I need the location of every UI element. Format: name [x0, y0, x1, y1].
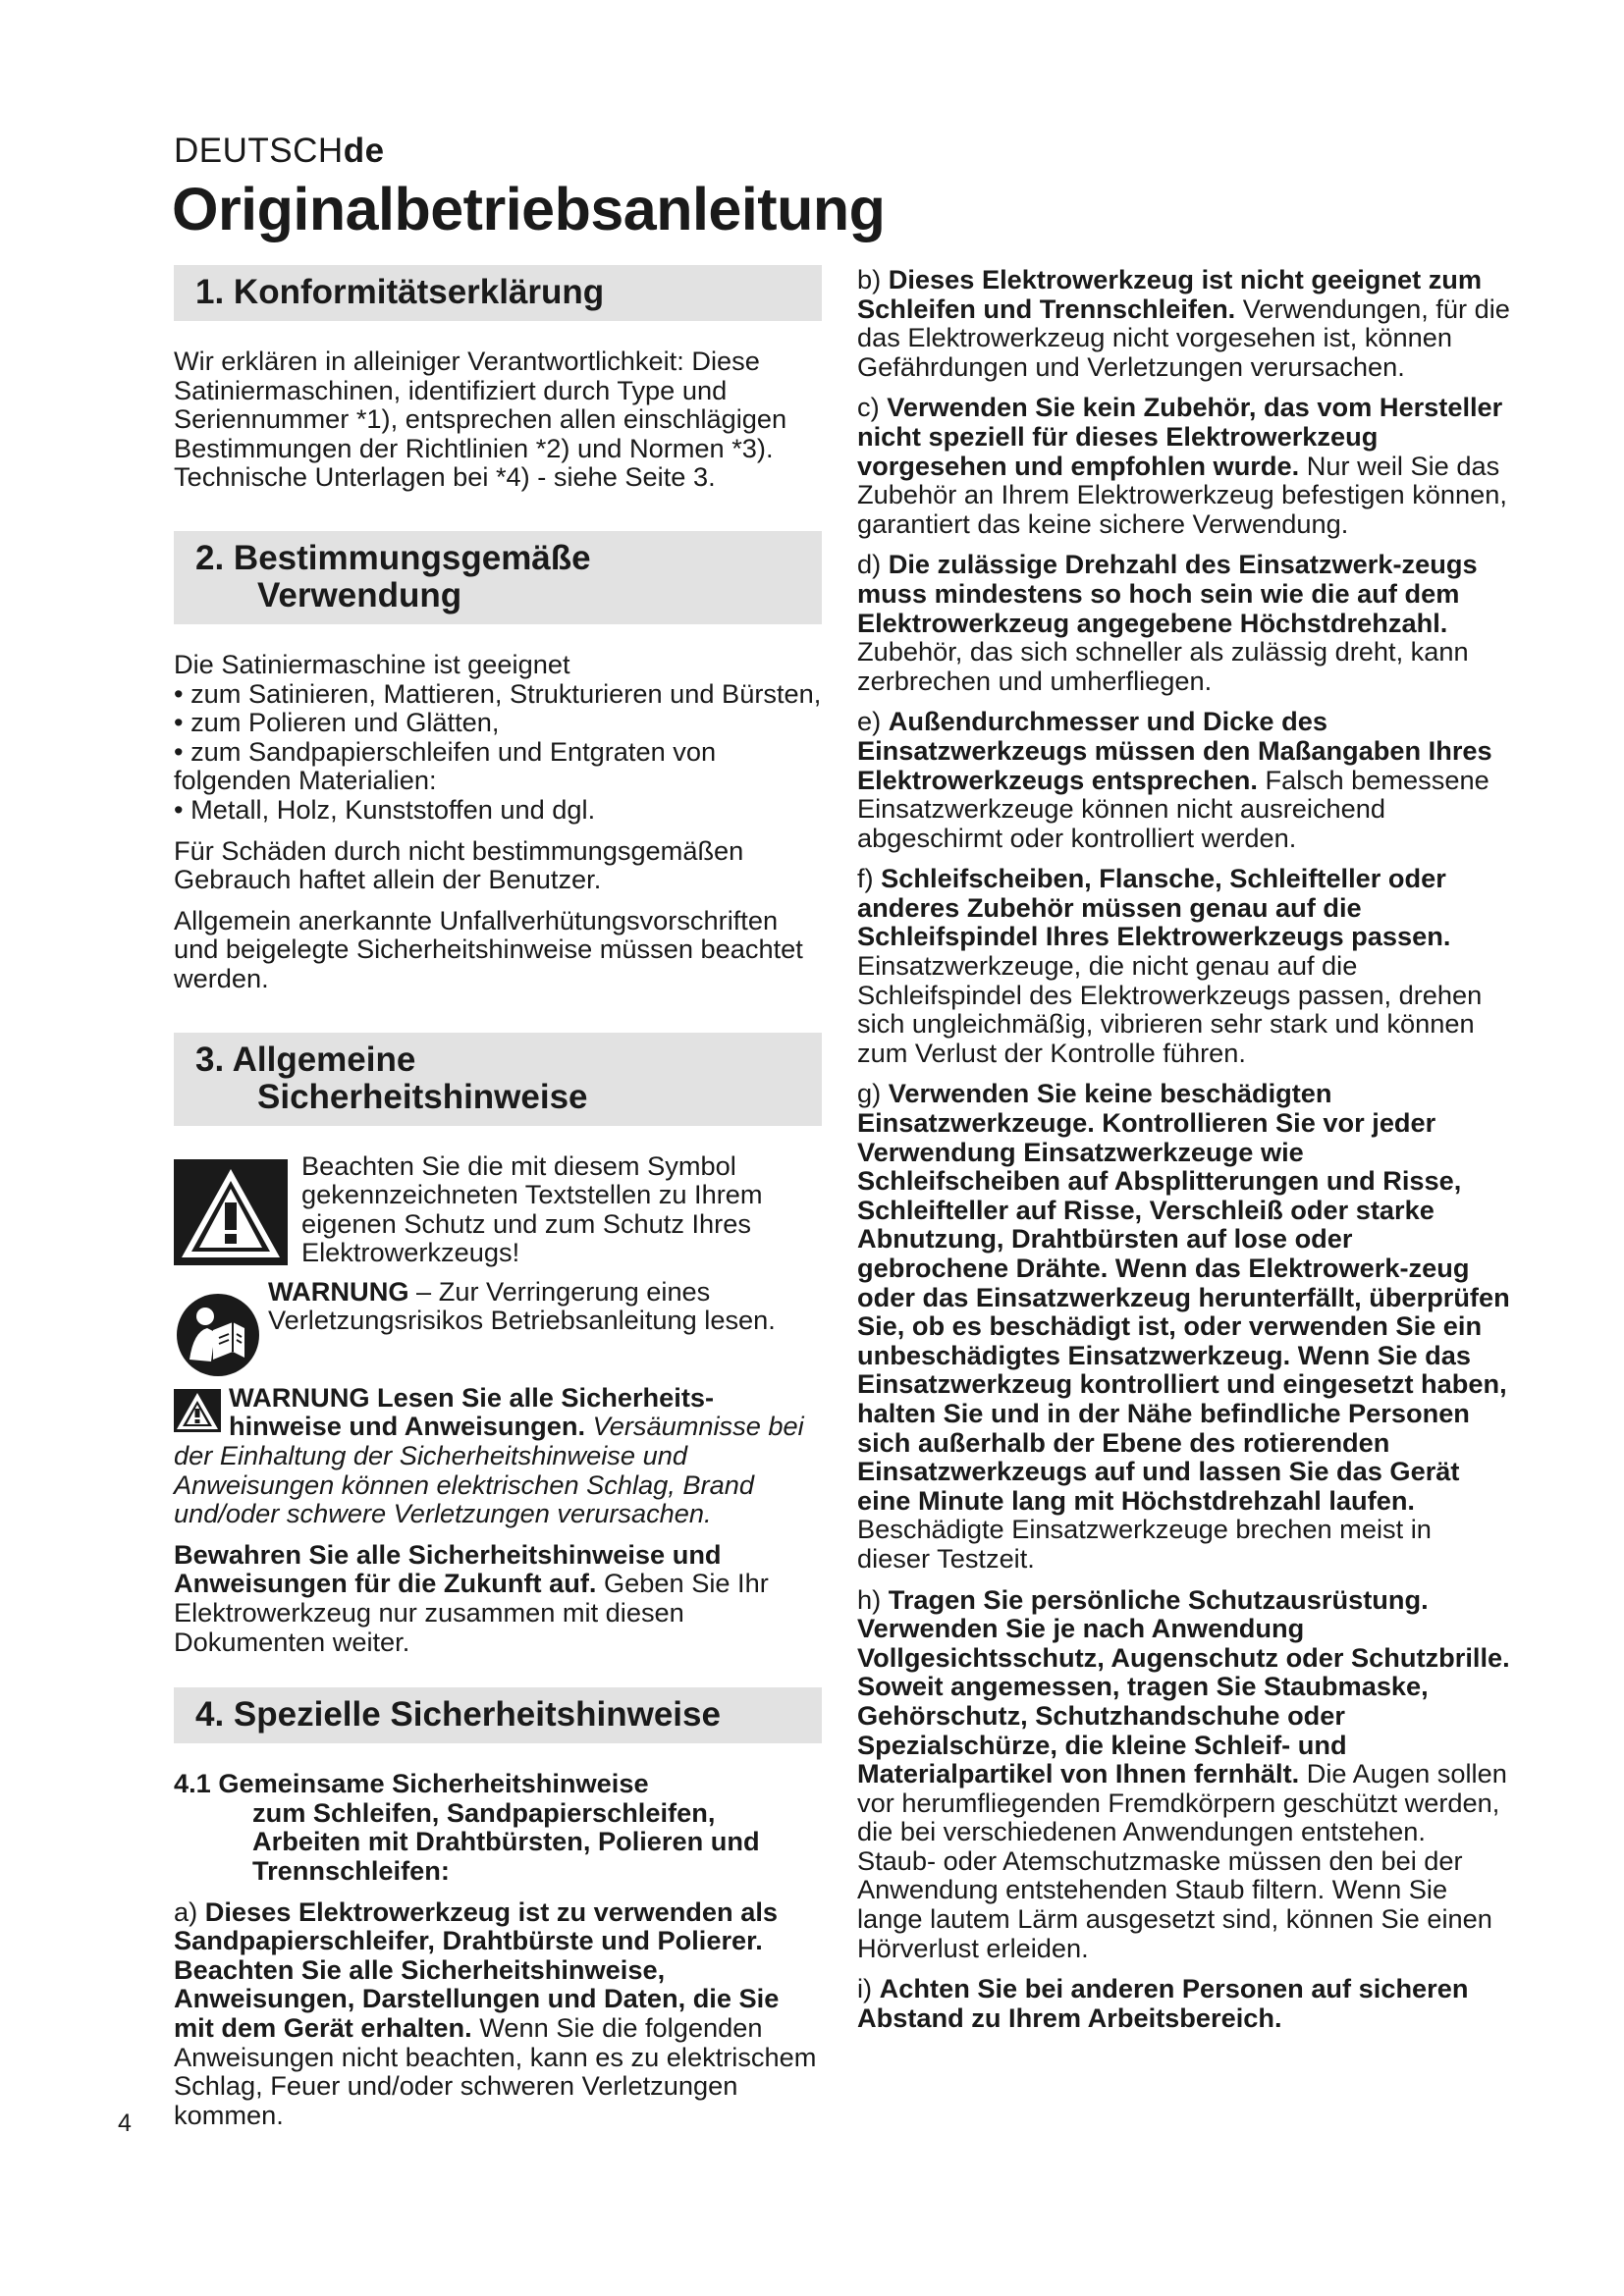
read-manual-block [174, 1277, 822, 1362]
section-heading-3: 3. Allgemeine Sicherheitshinweise [174, 1033, 822, 1126]
subsection-heading-4-1: 4.1 Gemeinsame Sicherheitshinweise zum Schleifen, Sandpapierschleifen, Arbeiten mit Drahtbürsten, Polieren und Trennschleifen: [174, 1768, 760, 1886]
page-title: Originalbetriebsanleitung [172, 176, 886, 242]
usage-bullet: • zum Satinieren, Mattieren, Strukturieren und Bürsten, [174, 677, 822, 709]
usage-bullet: • zum Polieren und Glätten, [174, 707, 500, 738]
section-heading-2: 2. Bestimmungsgemäße Verwendung [174, 531, 822, 624]
read-manual-text: WARNUNG – Zur Verringerung eines Verletzungsrisikos Betriebsanleitung lesen. [268, 1275, 776, 1336]
section-heading-4: 4. Spezielle Sicherheitshinweise [174, 1687, 822, 1743]
liability-text: Für Schäden durch nicht bestimmungsgemäßen Gebrauch haftet allein der Benutzer. [174, 834, 744, 895]
language-code: de [343, 132, 385, 170]
section-heading-1: 1. Konformitätserklärung [174, 265, 822, 321]
symbol-note-text: Beachten Sie die mit diesem Symbol gekennzeichneten Textstellen zu Ihrem eigenen Schutz und zum Schutz Ihres Elektrowerkzeugs! [301, 1149, 763, 1268]
page-number: 4 [118, 2109, 132, 2137]
instruction-f: f) Schleifscheiben, Flansche, Schleifteller oder anderes Zubehör müssen genau auf die Schleifspindel Ihres Elektrowerkzeugs passen. Einsatzwerkzeuge, die nicht genau auf die Schleifspindel des Elektrowerkzeugs passen, drehen sich ungleichmäßig, vibrieren sehr stark und können zum Verlust der Kontrolle führen. [857, 863, 1483, 1068]
regulations-text: Allgemein anerkannte Unfallverhütungsvorschriften und beigelegte Sicherheitshinweise müssen beachtet werden. [174, 904, 803, 993]
usage-list [174, 650, 822, 825]
keep-instructions: Bewahren Sie alle Sicherheitshinweise und Anweisungen für die Zukunft auf. Geben Sie Ihr Elektrowerkzeug nur zusammen mit diesen Dokumenten weiter. [174, 1538, 769, 1657]
usage-bullet: • Metall, Holz, Kunststoffen und dgl. [174, 793, 596, 825]
instruction-h: h) Tragen Sie persönliche Schutzausrüstung. Verwenden Sie je nach Anwendung Vollgesichtsschutz, Augenschutz oder Schutzbrille. Soweit angemessen, tragen Sie Staubmaske, Gehörschutz, Schutzhandschuhe oder Spezialschürze, die kleine Schleif- und Materialpartikel von Ihnen fernhält. Die Augen sollen vor herumfliegenden Fremdkörpern geschützt werden, die bei verschiedenen Anwendungen entstehen. Staub- oder Atemschutzmaske müssen den bei der Anwendung entstehenden Staub filtern. Wenn Sie lange lautem Lärm ausgesetzt sind, können Sie einen Hörverlust erleiden. [857, 1583, 1510, 1963]
language-word: DEUTSCH [174, 132, 344, 170]
usage-intro: Die Satiniermaschine ist geeignet [174, 648, 570, 679]
warning-triangle-small-icon [174, 1389, 221, 1432]
section1-text: Wir erklären in alleiniger Verantwortlichkeit: Diese Satiniermaschinen, identifiziert durch Type und Seriennummer *1), entsprechen allen einschlägigen Bestimmungen der Richtlinien *2) und Normen *3). Technische Unterlagen bei *4) - siehe Seite 3. [174, 346, 787, 493]
language-label [174, 132, 385, 171]
symbol-note-block [174, 1151, 822, 1267]
instruction-b: b) Dieses Elektrowerkzeug ist nicht geeignet zum Schleifen und Trennschleifen. Verwendungen, für die das Elektrowerkzeug nicht vorgesehen ist, können Gefährdungen und Verletzungen verursachen. [857, 264, 1510, 382]
instruction-e: e) Außendurchmesser und Dicke des Einsatzwerkzeugs müssen den Maßangaben Ihres Elektrowerkzeugs entsprechen. Falsch bemessene Einsatzwerkzeuge können nicht ausreichend abgeschirmt oder kontrolliert werden. [857, 706, 1492, 853]
instruction-g: g) Verwenden Sie keine beschädigten Einsatzwerkzeuge. Kontrollieren Sie vor jeder Verwendung Einsatzwerkzeuge wie Schleifscheiben auf Absplitterungen und Risse, Schleifteller auf Risse, Verschleiß oder starke Abnutzung, Drahtbürsten auf lose oder gebrochene Drähte. Wenn das Elektrowerk-zeug oder das Einsatzwerkzeug herunterfällt, überprüfen Sie, ob es beschädigt ist, oder verwenden Sie ein unbeschädigtes Einsatzwerkzeug. Wenn Sie das Einsatzwerkzeug kontrolliert und eingesetzt haben, halten Sie und in der Nähe befindliche Personen sich außerhalb der Ebene des rotierenden Einsatzwerkzeugs auf und lassen Sie das Gerät eine Minute lang mit Höchstdrehzahl laufen. Beschädigte Einsatzwerkzeuge brechen meist in dieser Testzeit. [857, 1078, 1510, 1574]
instruction-i: i) Achten Sie bei anderen Personen auf sicheren Abstand zu Ihrem Arbeitsbereich. [857, 1973, 1469, 2033]
instruction-a: a) Dieses Elektrowerkzeug ist zu verwenden als Sandpapierschleifer, Drahtbürste und Polierer. Beachten Sie alle Sicherheitshinweise, Anweisungen, Darstellungen und Daten, die Sie mit dem Gerät erhalten. Wenn Sie die folgenden Anweisungen nicht beachten, kann es zu elektrischem Schlag, Feuer und/oder schweren Verletzungen kommen. [174, 1896, 817, 2130]
instruction-d: d) Die zulässige Drehzahl des Einsatzwerk-zeugs muss mindestens so hoch sein wie die auf dem Elektrowerkzeug angegebene Höchstdrehzahl. Zubehör, das sich schneller als zulässig dreht, kann zerbrechen und umherfliegen. [857, 549, 1478, 696]
warning-triangle-icon [174, 1159, 288, 1265]
right-column [857, 265, 1511, 2044]
left-column [174, 265, 822, 2141]
usage-bullet: • zum Sandpapierschleifen und Entgraten von folgenden Materialien: [174, 735, 717, 796]
warning-read-all: WARNUNG Lesen Sie alle Sicherheits-hinweise und Anweisungen. Versäumnisse bei der Einhaltung der Sicherheitshinweise und Anweisungen können elektrischen Schlag, Brand und/oder schwere Verletzungen verursachen. [174, 1381, 804, 1529]
read-manual-icon [176, 1293, 260, 1377]
instruction-c: c) Verwenden Sie kein Zubehör, das vom Hersteller nicht speziell für dieses Elektrowerkzeug vorgesehen und empfohlen wurde. Nur weil Sie das Zubehör an Ihrem Elektrowerkzeug befestigen können, garantiert das keine sichere Verwendung. [857, 392, 1507, 539]
